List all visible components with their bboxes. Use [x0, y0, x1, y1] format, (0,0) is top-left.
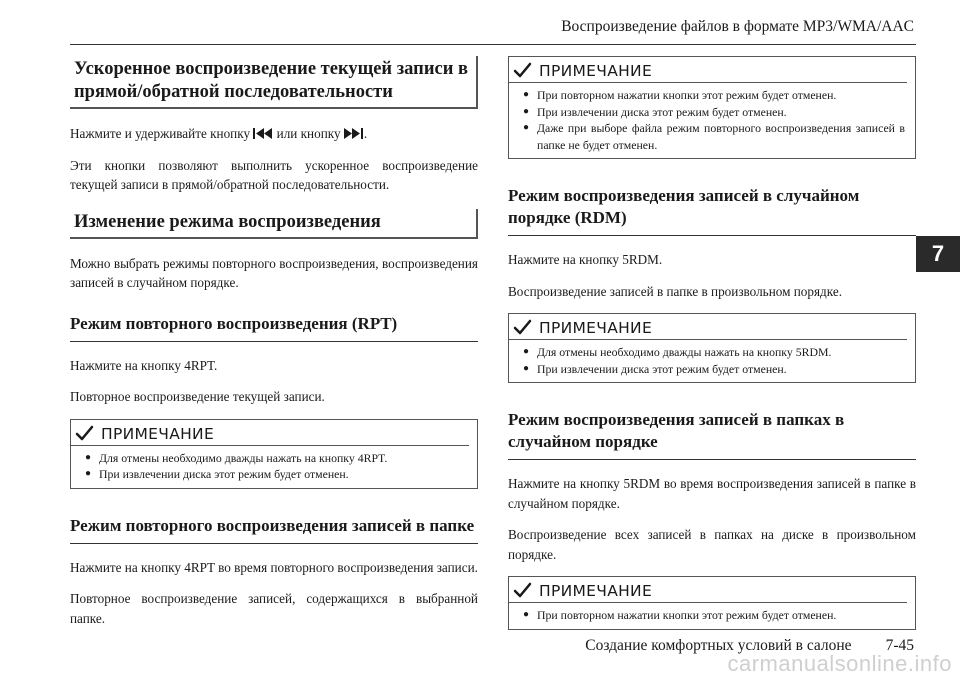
note-title: ПРИМЕЧАНИЕ: [539, 62, 653, 80]
note-item: ● При извлечении диска этот режим будет отменен.: [523, 361, 905, 378]
paragraph: Повторное воспроизведение записей, содержащихся в выбранной папке.: [70, 591, 478, 626]
note-header: [509, 577, 907, 603]
paragraph: [70, 124, 478, 144]
note-header: [71, 420, 469, 446]
paragraph: Воспроизведение всех записей в папках на диске в произвольном порядке.: [508, 527, 916, 562]
text-fragment: .: [363, 126, 368, 141]
note-header: [509, 57, 907, 83]
note-box: [508, 576, 916, 630]
note-item: ● При извлечении диска этот режим будет отменен.: [85, 466, 467, 483]
subsection-heading-folders-rdm: Режим воспроизведения записей в папках в случайном порядке: [508, 409, 916, 460]
paragraph: Повторное воспроизведение текущей записи.: [70, 389, 325, 404]
page-header-title: Воспроизведение файлов в формате MP3/WMA/AAC: [561, 18, 914, 35]
right-column: [508, 56, 916, 630]
check-note-icon: [75, 425, 95, 443]
note-title: ПРИМЕЧАНИЕ: [539, 319, 653, 337]
paragraph: Воспроизведение записей в папке в произвольном порядке.: [508, 283, 842, 299]
check-note-icon: [513, 62, 533, 80]
subsection-heading-folder-rpt: Режим повторного воспроизведения записей в папке: [70, 515, 478, 544]
page-number: 7-45: [885, 637, 914, 654]
subsection-heading-rpt: Режим повторного воспроизведения (RPT): [70, 313, 478, 342]
subsection-heading-rdm: Режим воспроизведения записей в случайном порядке (RDM): [508, 185, 916, 236]
note-item: ● Даже при выборе файла режим повторного воспроизведения записей в папке не будет отменен.: [523, 120, 905, 153]
left-column: [70, 56, 478, 640]
note-box: [70, 419, 478, 489]
skip-forward-icon: [344, 128, 364, 139]
note-title: ПРИМЕЧАНИЕ: [101, 424, 215, 443]
note-item: ● При извлечении диска этот режим будет отменен.: [523, 104, 905, 121]
check-note-icon: [513, 582, 533, 600]
header-divider: [70, 44, 916, 45]
note-item: ● При повторном нажатии кнопки этот режим будет отменен.: [523, 607, 905, 624]
paragraph: Нажмите на кнопку 5RDM.: [508, 252, 663, 267]
section-playback-mode: [70, 209, 478, 239]
check-note-icon: [513, 319, 533, 337]
footer-chapter-title: Создание комфортных условий в салоне: [585, 637, 852, 654]
paragraph: Нажмите на кнопку 4RPT во время повторного воспроизведения записи.: [70, 559, 478, 575]
section-fast-playback: [70, 56, 478, 109]
note-box: [508, 313, 916, 383]
watermark: carmanualsonline.info: [727, 651, 952, 676]
paragraph: Нажмите на кнопку 4RPT.: [70, 357, 218, 373]
skip-back-icon: [253, 128, 273, 139]
section-heading: Изменение режима воспроизведения: [74, 211, 381, 232]
section-heading: Ускоренное воспроизведение текущей записи в прямой/обратной последовательности: [74, 59, 468, 102]
paragraph: Нажмите на кнопку 5RDM во время воспроизведения записей в папке в случайном порядке.: [508, 476, 916, 511]
note-box: [508, 56, 916, 159]
paragraph: Эти кнопки позволяют выполнить ускоренное воспроизведение текущей записи в прямой/обратной последовательности.: [70, 157, 478, 192]
note-item: ● Для отмены необходимо дважды нажать на кнопку 4RPT.: [85, 450, 467, 467]
text-fragment: Нажмите и удерживайте кнопку: [70, 126, 254, 141]
note-header: [509, 314, 907, 340]
note-title: ПРИМЕЧАНИЕ: [539, 582, 653, 600]
chapter-tab: 7: [916, 236, 960, 272]
paragraph: Можно выбрать режимы повторного воспроизведения, воспроизведения записей в случайном порядке.: [70, 255, 478, 290]
note-item: ● При повторном нажатии кнопки этот режим будет отменен.: [523, 87, 905, 104]
text-fragment: или кнопку: [273, 126, 344, 141]
note-item: ● Для отмены необходимо дважды нажать на кнопку 5RDM.: [523, 344, 905, 361]
